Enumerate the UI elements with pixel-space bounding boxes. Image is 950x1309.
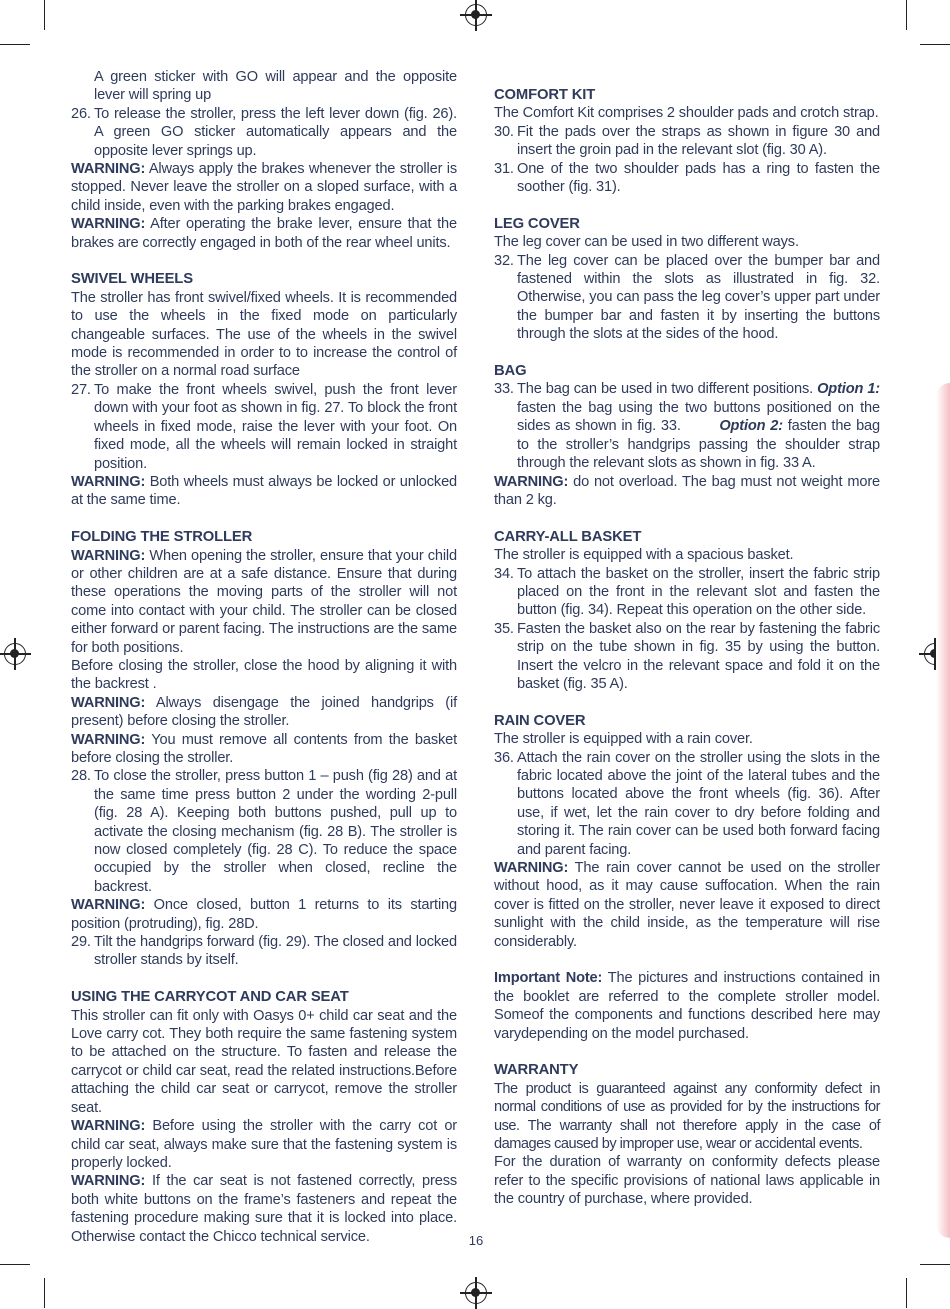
list-item [494, 620, 880, 694]
list-item [71, 105, 457, 160]
warning-text: Always apply the brakes whenever the stroller is stopped. Never leave the stroller on a sloped surface, with a child inside, even with the parking brakes engaged. [71, 161, 457, 214]
crop-mark [0, 1264, 30, 1265]
item-number: 31. [494, 160, 514, 177]
section-heading: COMFORT KIT [494, 87, 596, 103]
item-text: Attach the rain cover on the stroller using the slots in the fabric located above the joint of the lateral tubes and the buttons located above the front wheels (fig. 36). After use, if wet, let the rain cover to dry before folding and storing it. The rain cover can be used both forward facing and parent facing. [517, 749, 880, 858]
item-number: 30. [494, 123, 514, 140]
note-label: Important Note: [494, 970, 603, 987]
section-heading: CARRY-ALL BASKET [494, 528, 642, 545]
section-heading: RAIN COVER [494, 712, 586, 729]
paragraph: This stroller can fit only with Oasys 0+ child car seat and the Love carry cot. They both require the same fastening system to be attached on the structure. To fasten and release the carrycot or child car seat, read the related instructions.Before attaching the child car seat or carrycot, remove the stroller seat. [71, 1007, 457, 1116]
warning-label: WARNING: [71, 216, 146, 233]
warning-paragraph [71, 694, 457, 731]
warning-text: After operating the brake lever, ensure that the brakes are correctly engaged in both of the rear wheel units. [71, 216, 457, 251]
right-column [494, 86, 884, 1209]
warning-text: Once closed, button 1 returns to its starting position (protruding), fig. 28D. [71, 897, 457, 932]
item-text: fasten the bag to the stroller’s handgrips passing the shoulder strap through the relevant slots as shown in fig. 33 A. [517, 418, 880, 472]
crop-mark [920, 44, 950, 45]
list-item [494, 252, 880, 344]
warning-paragraph [494, 859, 880, 951]
section-heading: BAG [494, 363, 527, 380]
item-text: Fit the pads over the straps as shown in figure 30 and insert the groin pad in the relevant slot (fig. 30 A). [517, 123, 880, 159]
page-edge-tab [936, 383, 950, 1238]
warning-paragraph [71, 731, 457, 768]
warning-text: Before using the stroller with the carry cot or child car seat, always make sure that the fastening system is properly locked. [71, 1118, 457, 1171]
warning-label: WARNING: [494, 860, 569, 876]
warning-text: do not overload. The bag must not weight more than 2 kg. [494, 473, 880, 508]
crop-mark [44, 0, 45, 30]
section-heading: LEG COVER [494, 215, 580, 232]
warning-text: You must remove all contents from the basket before closing the stroller. [71, 731, 457, 766]
section-heading: WARRANTY [494, 1062, 579, 1079]
item-number: 32. [494, 252, 514, 269]
important-note [494, 969, 880, 1043]
paragraph: The stroller has front swivel/fixed wheels. It is recommended to use the wheels in the fixed mode on particularly changeable surfaces. The use of the wheels in the swivel mode is recommended in order to to increase the control of the stroller on a normal road surface [71, 289, 457, 380]
item-text: Tilt the handgrips forward (fig. 29). The closed and locked stroller stands by itself. [94, 934, 457, 969]
warning-label: WARNING: [71, 731, 146, 748]
warning-text: When opening the stroller, ensure that your child or other children are at a safe distance. Ensure that during these operations the moving parts of the stroller will not come into contact with your child. The stroller can be closed either forward or parent facing. The instructions are the same for both positions. [71, 547, 457, 656]
warning-label: WARNING: [71, 547, 146, 564]
item-number: 33. [494, 381, 514, 398]
registration-mark-icon [465, 1282, 487, 1304]
warning-paragraph [71, 547, 457, 657]
list-item [71, 381, 457, 473]
item-number: 26. [71, 105, 91, 122]
warning-label: WARNING: [71, 1173, 146, 1190]
list-item [494, 123, 880, 160]
item-text: To close the stroller, press button 1 – push (fig 28) and at the same time press button 2 under the wording 2-pull (fig. 28 A). Keeping both buttons pushed, pull up to activate the closing mechanism (fig. 28 B). The stroller is now closed completely (fig. 28 C). To reduce the space occupied by the stroller when closed, recline the backrest. [94, 768, 457, 895]
section-heading: FOLDING THE STROLLER [71, 529, 253, 546]
registration-mark-icon [465, 4, 487, 26]
item-text: The leg cover can be placed over the bumper bar and fastened within the slots as illustrated in fig. 32. Otherwise, you can pass the leg cover’s upper part under the bumper bar and fasten it by inserting the buttons through the slots at the sides of the hood. [517, 252, 880, 343]
left-column [71, 68, 457, 1246]
crop-mark [44, 1278, 45, 1308]
registration-mark-icon [4, 643, 26, 665]
crop-mark [906, 1278, 907, 1308]
item-number: 28. [71, 768, 91, 785]
list-item [494, 565, 880, 620]
item-number: 29. [71, 934, 91, 951]
paragraph: The product is guaranteed against any conformity defect in normal conditions of use as provided for by the instructions for use. The warranty shall not therefore apply in the case of damages caused by improper use, wear or accidental events. [494, 1080, 880, 1153]
warning-paragraph [71, 1117, 457, 1172]
warning-label: WARNING: [71, 473, 146, 490]
item-text: Fasten the basket also on the rear by fastening the fabric strip on the tube shown in fig. 35 by using the button. Insert the velcro in the relevant space and fold it on the basket (fig. 35 A). [517, 620, 880, 692]
item-text: The bag can be used in two different positions. [517, 381, 818, 398]
paragraph: A green sticker with GO will appear and the opposite lever will spring up [94, 69, 457, 104]
warning-paragraph [71, 1172, 457, 1246]
page-number: 16 [468, 1233, 484, 1248]
paragraph: Before closing the stroller, close the hood by aligning it with the backrest . [71, 657, 457, 693]
crop-mark [906, 0, 907, 30]
warning-text: If the car seat is not fastened correctly, press both white buttons on the frame’s fasteners and repeat the fastening procedure making sure that it is locked into place. Otherwise contact the Chicco technical service. [71, 1173, 457, 1245]
list-item [494, 749, 880, 859]
paragraph: For the duration of warranty on conformity defects please refer to the specific provisions of national laws applicable in the country of purchase, where provided. [494, 1154, 880, 1208]
crop-mark [0, 44, 30, 45]
list-item [71, 933, 457, 970]
warning-label: WARNING: [71, 897, 146, 914]
warning-paragraph [71, 215, 457, 252]
warning-paragraph [71, 473, 457, 510]
list-item [494, 380, 884, 472]
item-text: To release the stroller, press the left lever down (fig. 26). A green GO sticker automatically appears and the opposite lever springs up. [94, 105, 457, 159]
warning-paragraph [71, 160, 457, 215]
paragraph: The stroller is equipped with a rain cover. [494, 731, 753, 748]
section-heading: USING THE CARRYCOT AND CAR SEAT [71, 989, 349, 1006]
warning-text: The rain cover cannot be used on the stroller without hood, as it may cause suffocation. When the rain cover is fitted on the stroller, never leave it exposed to direct sunlight with the child inside, as the temperature will rise considerably. [494, 860, 880, 950]
item-number: 34. [494, 565, 514, 582]
warning-text: Always disengage the joined handgrips (if present) before closing the stroller. [71, 694, 457, 730]
warning-label: WARNING: [71, 161, 146, 178]
warning-paragraph [71, 896, 457, 933]
item-text: fasten the bag using the two buttons positioned on the sides as shown in fig. 33. [517, 381, 884, 435]
list-item [71, 767, 457, 896]
warning-label: WARNING: [71, 694, 146, 711]
item-text: One of the two shoulder pads has a ring to fasten the soother (fig. 31). [517, 160, 880, 196]
crop-mark [920, 1264, 950, 1265]
item-number: 35. [494, 620, 514, 637]
warning-paragraph [494, 473, 880, 510]
item-text: To make the front wheels swivel, push the front lever down with your foot as shown in fig. 27. To block the front wheels in fixed mode, raise the lever with your foot. On fixed mode, all the wheels will remain locked in straight position. [94, 381, 457, 472]
option-label: Option 1: [817, 381, 880, 398]
item-text: To attach the basket on the stroller, insert the fabric strip placed on the front in the relevant slot and fasten the button (fig. 34). Repeat this operation on the other side. [517, 565, 880, 619]
note-text: The pictures and instructions contained in the booklet are referred to the complete stroller model. Someof the components and functions described here may varydepending on the model purchased. [494, 970, 880, 1042]
paragraph: The stroller is equipped with a spacious basket. [494, 547, 794, 564]
paragraph: The Comfort Kit comprises 2 shoulder pads and crotch strap. [494, 105, 879, 122]
section-heading: SWIVEL WHEELS [71, 271, 193, 288]
warning-label: WARNING: [494, 473, 569, 490]
warning-text: Both wheels must always be locked or unlocked at the same time. [71, 473, 457, 509]
option-label: Option 2: [719, 418, 783, 435]
item-number: 36. [494, 749, 514, 766]
list-item [494, 160, 880, 197]
warning-label: WARNING: [71, 1118, 146, 1135]
paragraph: The leg cover can be used in two different ways. [494, 234, 799, 251]
item-number: 27. [71, 381, 91, 398]
